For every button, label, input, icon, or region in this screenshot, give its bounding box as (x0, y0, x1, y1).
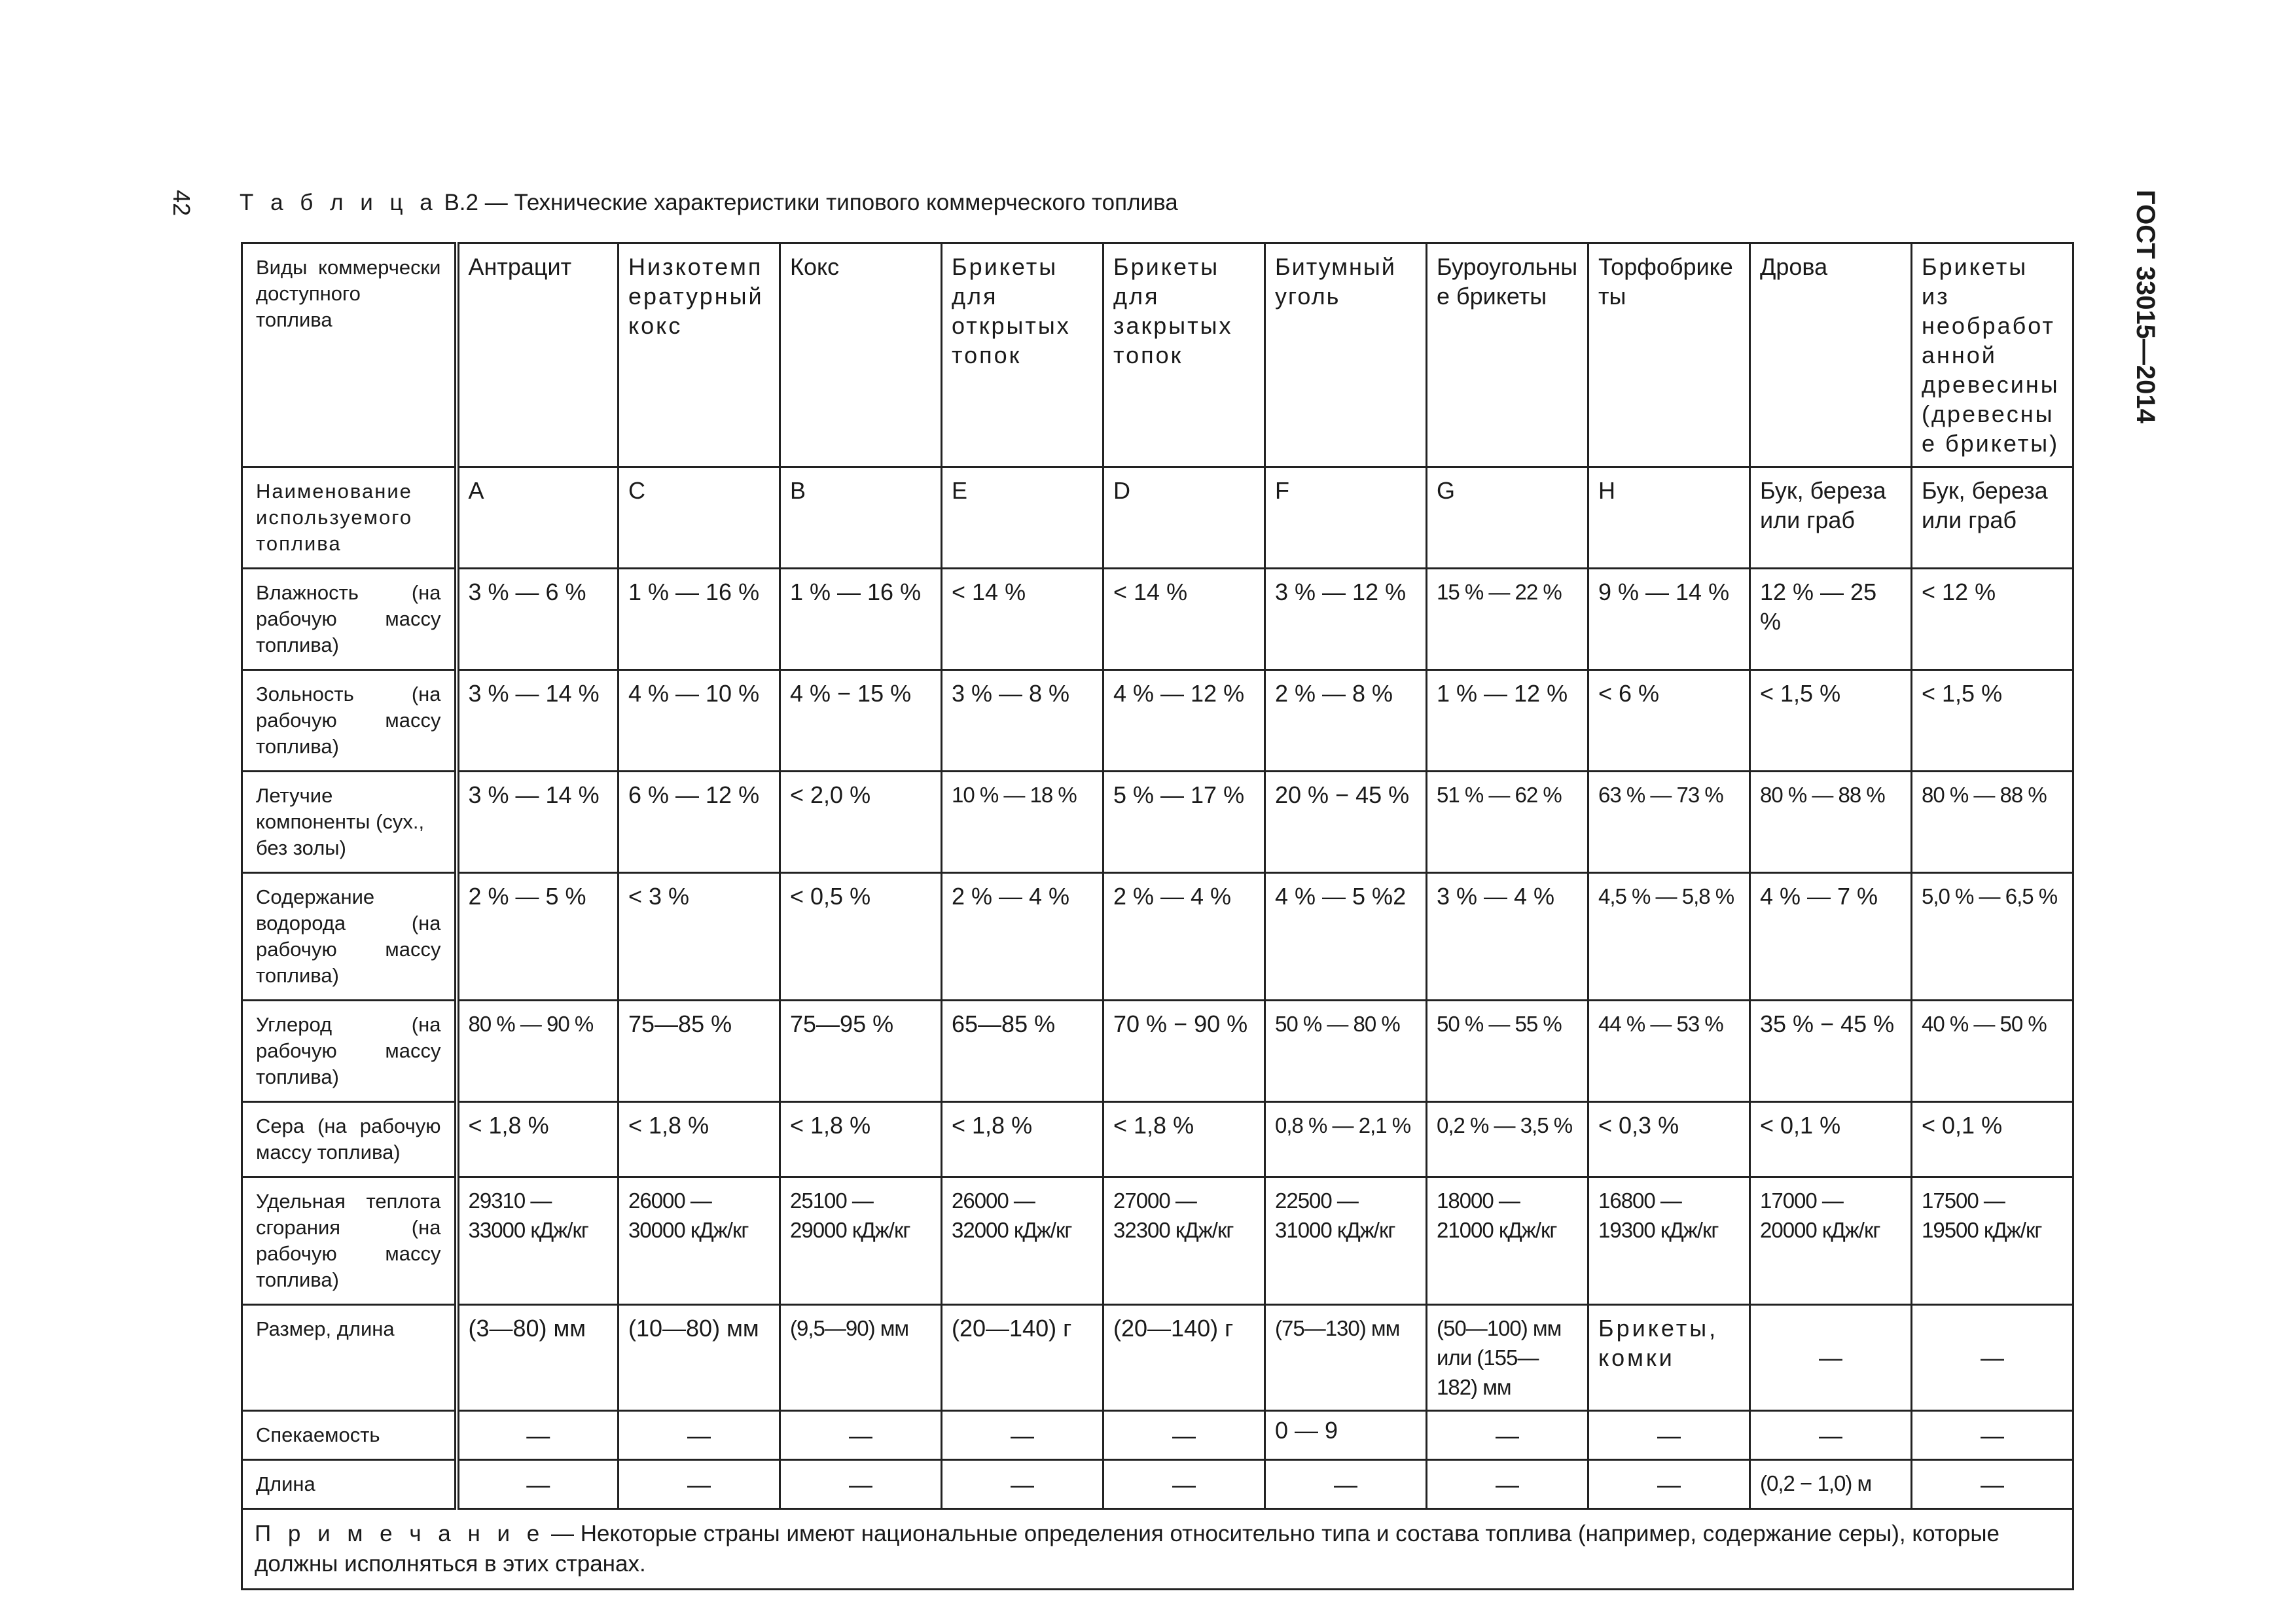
table-cell: 0,2 % — 3,5 % (1427, 1102, 1588, 1177)
table-cell: < 1,5 % (1912, 670, 2073, 772)
table-caption (240, 190, 1178, 216)
table-cell: — (1265, 1460, 1427, 1509)
table-cell: 80 % — 90 % (457, 1001, 619, 1102)
table-cell: B (780, 467, 942, 569)
table-cell: 50 % — 55 % (1427, 1001, 1588, 1102)
row-header: Содержание водорода (на рабочую массу топлива) (242, 873, 457, 1001)
table-cell: E (942, 467, 1103, 569)
table-cell: — (1750, 1411, 1912, 1460)
table-cell: 63 % — 73 % (1588, 772, 1750, 873)
table-cell: C (619, 467, 780, 569)
table-row (242, 1102, 2073, 1177)
column-header: Дрова (1750, 243, 1912, 467)
table-row (242, 1460, 2073, 1509)
corner-header: Виды коммерчески доступного топлива (242, 243, 457, 467)
row-header: Зольность (на рабочую массу топлива) (242, 670, 457, 772)
table-cell: (9,5—90) мм (780, 1305, 942, 1411)
table-cell: 2 % — 4 % (1103, 873, 1265, 1001)
table-cell: < 1,8 % (457, 1102, 619, 1177)
table-cell: 51 % — 62 % (1427, 772, 1588, 873)
note-row (242, 1509, 2073, 1590)
table-cell: G (1427, 467, 1588, 569)
table-cell: 75—85 % (619, 1001, 780, 1102)
table-cell: Бук, береза или граб (1912, 467, 2073, 569)
table-cell: 25100 — 29000 кДж/кг (780, 1177, 942, 1305)
table-row (242, 1001, 2073, 1102)
table-cell: < 1,8 % (1103, 1102, 1265, 1177)
table-cell: — (1912, 1305, 2073, 1411)
table-cell: Бук, береза или граб (1750, 467, 1912, 569)
table-cell: — (1750, 1305, 1912, 1411)
row-header: Наименование используемого топлива (242, 467, 457, 569)
table-cell: 18000 — 21000 кДж/кг (1427, 1177, 1588, 1305)
header-row (242, 243, 2073, 467)
table-row (242, 873, 2073, 1001)
table-cell: 5 % — 17 % (1103, 772, 1265, 873)
column-header: Торфобрикеты (1588, 243, 1750, 467)
table-row (242, 772, 2073, 873)
table-cell: 35 % − 45 % (1750, 1001, 1912, 1102)
table-cell: 5,0 % — 6,5 % (1912, 873, 2073, 1001)
table-cell: Брикеты, комки (1588, 1305, 1750, 1411)
table-cell: < 1,8 % (619, 1102, 780, 1177)
row-header: Длина (242, 1460, 457, 1509)
table-cell: < 14 % (1103, 569, 1265, 670)
table-cell: 1 % — 16 % (780, 569, 942, 670)
table-cell: 80 % — 88 % (1750, 772, 1912, 873)
table-cell: (20—140) г (942, 1305, 1103, 1411)
table-row (242, 1177, 2073, 1305)
table-cell: 4 % — 7 % (1750, 873, 1912, 1001)
column-header: Брикеты из необработанной древесины (древесные брикеты) (1912, 243, 2073, 467)
table-cell: — (457, 1411, 619, 1460)
table-cell: — (1588, 1460, 1750, 1509)
table-cell: 4,5 % — 5,8 % (1588, 873, 1750, 1001)
table-cell: 27000 — 32300 кДж/кг (1103, 1177, 1265, 1305)
table-cell: D (1103, 467, 1265, 569)
page-number: 42 (168, 190, 195, 217)
row-header: Сера (на рабочую массу топлива) (242, 1102, 457, 1177)
table-cell: 10 % — 18 % (942, 772, 1103, 873)
table-cell: 9 % — 14 % (1588, 569, 1750, 670)
document-code: ГОСТ 33015—2014 (2131, 190, 2160, 423)
table-cell: — (1588, 1411, 1750, 1460)
table-cell: < 1,8 % (780, 1102, 942, 1177)
row-header: Летучие компоненты (сух., без золы) (242, 772, 457, 873)
table-cell: 3 % — 8 % (942, 670, 1103, 772)
table-cell: 1 % — 16 % (619, 569, 780, 670)
table-cell: 15 % — 22 % (1427, 569, 1588, 670)
table-cell: — (619, 1460, 780, 1509)
column-header: Кокс (780, 243, 942, 467)
table-cell: 4 % — 10 % (619, 670, 780, 772)
table-cell: 4 % — 12 % (1103, 670, 1265, 772)
table-cell: F (1265, 467, 1427, 569)
table-cell: — (619, 1411, 780, 1460)
table-cell: 20 % − 45 % (1265, 772, 1427, 873)
table-cell: 26000 — 30000 кДж/кг (619, 1177, 780, 1305)
table-cell: 80 % — 88 % (1912, 772, 2073, 873)
caption-text: В.2 — Технические характеристики типового коммерческого топлива (437, 190, 1178, 215)
table-cell: 4 % — 5 %2 (1265, 873, 1427, 1001)
column-header: Битумный уголь (1265, 243, 1427, 467)
table-cell: 70 % − 90 % (1103, 1001, 1265, 1102)
table-cell: — (942, 1411, 1103, 1460)
table-cell: 17000 — 20000 кДж/кг (1750, 1177, 1912, 1305)
table-cell: 44 % — 53 % (1588, 1001, 1750, 1102)
table-cell: 3 % — 14 % (457, 772, 619, 873)
table-cell: — (1103, 1411, 1265, 1460)
table-cell: 3 % — 6 % (457, 569, 619, 670)
table-cell: (50—100) мм или (155—182) мм (1427, 1305, 1588, 1411)
note-text: — Некоторые страны имеют национальные определения относительно типа и состава топлива (например, содержание серы), которые должны исполняться в этих странах. (255, 1521, 2000, 1577)
row-header: Углерод (на рабочую массу топлива) (242, 1001, 457, 1102)
table-cell: (20—140) г (1103, 1305, 1265, 1411)
column-header: Брикеты для закрытых топок (1103, 243, 1265, 467)
table-cell: < 14 % (942, 569, 1103, 670)
table-note (242, 1509, 2073, 1590)
table-cell: 4 % − 15 % (780, 670, 942, 772)
row-header: Размер, длина (242, 1305, 457, 1411)
table-cell: 12 % — 25 % (1750, 569, 1912, 670)
table-cell: — (780, 1460, 942, 1509)
table-cell: < 1,8 % (942, 1102, 1103, 1177)
table-cell: < 1,5 % (1750, 670, 1912, 772)
column-header: Антрацит (457, 243, 619, 467)
table-cell: — (1427, 1460, 1588, 1509)
table-cell: — (1103, 1460, 1265, 1509)
table-cell: (10—80) мм (619, 1305, 780, 1411)
table-cell: (75—130) мм (1265, 1305, 1427, 1411)
table-cell: < 3 % (619, 873, 780, 1001)
table-cell: 0 — 9 (1265, 1411, 1427, 1460)
table-cell: — (1912, 1411, 2073, 1460)
table-row (242, 1305, 2073, 1411)
table-cell: 40 % — 50 % (1912, 1001, 2073, 1102)
table-cell: 3 % — 12 % (1265, 569, 1427, 670)
table-cell: 26000 — 32000 кДж/кг (942, 1177, 1103, 1305)
table-cell: 22500 — 31000 кДж/кг (1265, 1177, 1427, 1305)
column-header: Брикеты для открытых топок (942, 243, 1103, 467)
table-cell: < 12 % (1912, 569, 2073, 670)
table-cell: 6 % — 12 % (619, 772, 780, 873)
table-cell: — (942, 1460, 1103, 1509)
column-header: Буроугольные брикеты (1427, 243, 1588, 467)
column-header: Низкотемпературный кокс (619, 243, 780, 467)
table-cell: < 0,5 % (780, 873, 942, 1001)
caption-label: Т а б л и ц а (240, 190, 438, 215)
table-cell: — (1912, 1460, 2073, 1509)
table-cell: 2 % — 4 % (942, 873, 1103, 1001)
table-row (242, 467, 2073, 569)
table-cell: 17500 — 19500 кДж/кг (1912, 1177, 2073, 1305)
table-cell: H (1588, 467, 1750, 569)
fuel-characteristics-table (241, 242, 2074, 1590)
note-label: П р и м е ч а н и е (255, 1521, 545, 1546)
table-cell: < 0,1 % (1750, 1102, 1912, 1177)
table-cell: < 6 % (1588, 670, 1750, 772)
row-header: Удельная теплота сгорания (на рабочую массу топлива) (242, 1177, 457, 1305)
table-cell: 2 % — 5 % (457, 873, 619, 1001)
table-cell: 2 % — 8 % (1265, 670, 1427, 772)
table-row (242, 1411, 2073, 1460)
table-cell: 65—85 % (942, 1001, 1103, 1102)
table-cell: — (457, 1460, 619, 1509)
table-row (242, 569, 2073, 670)
table-cell: — (1427, 1411, 1588, 1460)
table-cell: (3—80) мм (457, 1305, 619, 1411)
table-cell: A (457, 467, 619, 569)
table-cell: 0,8 % — 2,1 % (1265, 1102, 1427, 1177)
table-row (242, 670, 2073, 772)
table-cell: < 0,3 % (1588, 1102, 1750, 1177)
table-cell: 29310 — 33000 кДж/кг (457, 1177, 619, 1305)
table-cell: 50 % — 80 % (1265, 1001, 1427, 1102)
table-cell: 3 % — 14 % (457, 670, 619, 772)
row-header: Влажность (на рабочую массу топлива) (242, 569, 457, 670)
row-header: Спекаемость (242, 1411, 457, 1460)
table-cell: 1 % — 12 % (1427, 670, 1588, 772)
table-cell: < 2,0 % (780, 772, 942, 873)
table-cell: 16800 — 19300 кДж/кг (1588, 1177, 1750, 1305)
table-cell: < 0,1 % (1912, 1102, 2073, 1177)
table-cell: 75—95 % (780, 1001, 942, 1102)
table-cell: (0,2 − 1,0) м (1750, 1460, 1912, 1509)
table-cell: 3 % — 4 % (1427, 873, 1588, 1001)
table-cell: — (780, 1411, 942, 1460)
